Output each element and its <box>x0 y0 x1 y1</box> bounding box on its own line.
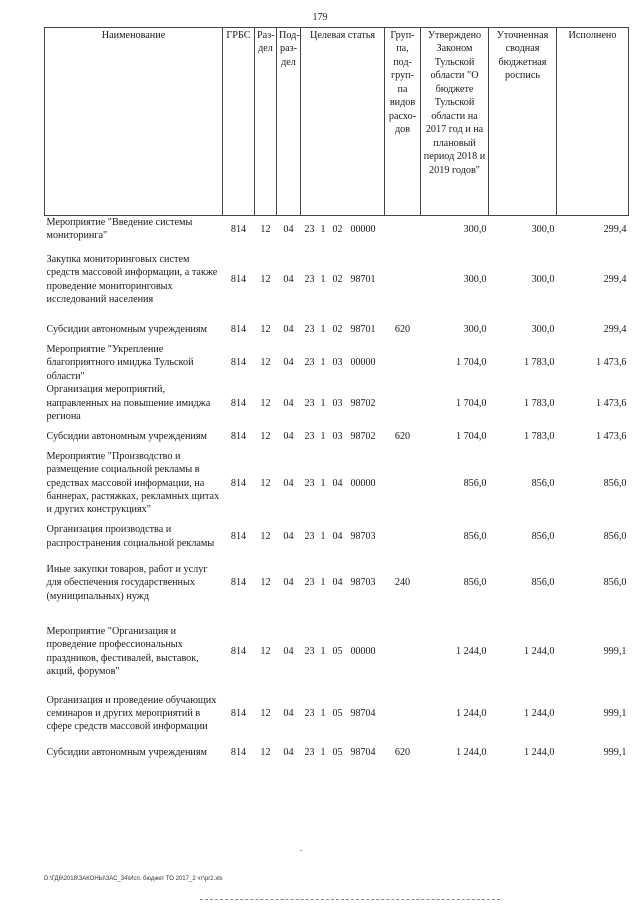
row-podrazdel: 04 <box>283 477 294 489</box>
row-name: Субсидии автономным учреждениям <box>46 746 207 758</box>
row-executed: 1 473,6 <box>595 397 627 409</box>
row-target <box>301 317 385 343</box>
row-refined: 1 244,0 <box>523 746 555 758</box>
target-code-part: 1 <box>320 357 326 369</box>
scan-speck <box>300 850 302 851</box>
target-code-part: 02 <box>332 324 343 336</box>
target-code-part: 98701 <box>350 274 376 286</box>
row-target <box>301 517 385 557</box>
target-code-part: 23 <box>304 431 315 443</box>
row-approved: 300,0 <box>463 324 487 336</box>
row-grbs: 814 <box>230 746 247 758</box>
target-code-part: 1 <box>320 646 326 658</box>
row-podrazdel: 04 <box>283 430 294 442</box>
row-target <box>301 424 385 450</box>
row-refined: 300,0 <box>531 274 555 286</box>
row-refined: 300,0 <box>531 223 555 235</box>
row-name: Организация производства и распространения социальной рекламы <box>46 524 215 549</box>
table-row <box>45 383 629 423</box>
table-row <box>45 317 629 343</box>
row-grbs: 814 <box>230 707 247 719</box>
row-executed: 299,4 <box>603 324 627 336</box>
row-executed: 999,1 <box>603 746 627 758</box>
table-row <box>45 243 629 317</box>
row-executed: 1 473,6 <box>595 357 627 369</box>
row-podrazdel: 04 <box>283 397 294 409</box>
row-podrazdel: 04 <box>283 577 294 589</box>
target-code-part: 03 <box>332 431 343 443</box>
row-executed: 999,1 <box>603 707 627 719</box>
target-code-part: 00000 <box>350 646 376 658</box>
target-code-part: 00000 <box>350 357 376 369</box>
row-name: Мероприятие "Производство и размещение социальной рекламы в средствах массовой информации, на баннерах, растяжках, рекламных щитах и других конструкциях" <box>46 450 220 516</box>
row-refined: 1 783,0 <box>523 430 555 442</box>
row-razdel: 12 <box>260 646 271 658</box>
row-target <box>301 343 385 383</box>
table-row <box>45 216 629 243</box>
row-name: Субсидии автономным учреждениям <box>46 324 207 336</box>
row-name: Иные закупки товаров, работ и услуг для обеспечения государственных (муниципальных) нужд <box>46 563 208 602</box>
table-row <box>45 450 629 517</box>
table-row <box>45 557 629 609</box>
row-group: 620 <box>394 430 411 442</box>
row-executed: 299,4 <box>603 274 627 286</box>
row-podrazdel: 04 <box>283 324 294 336</box>
row-spacer <box>45 609 629 625</box>
row-refined: 856,0 <box>531 577 555 589</box>
row-refined: 856,0 <box>531 477 555 489</box>
row-approved: 1 704,0 <box>455 397 487 409</box>
footer-file-path: D:\ГД6\2018\ЗАКОНЫ\ЗАС_34\Исп. бюджет ТО 2017_2 чт\pr2.xls <box>44 876 223 882</box>
target-code-part: 04 <box>332 477 343 489</box>
row-target <box>301 243 385 317</box>
row-target <box>301 689 385 739</box>
row-razdel: 12 <box>260 430 271 442</box>
row-group <box>385 450 421 517</box>
row-grbs: 814 <box>230 430 247 442</box>
row-group <box>385 517 421 557</box>
target-code-part: 23 <box>304 646 315 658</box>
target-code-part: 23 <box>304 531 315 543</box>
row-razdel: 12 <box>260 397 271 409</box>
row-group <box>385 689 421 739</box>
header-approved: Утверждено Законом Тульской области "О бюджете Тульской области на 2017 год и на плановый период 2018 и 2019 годов" <box>421 28 489 216</box>
row-name: Мероприятие "Укрепление благоприятного имиджа Тульской области" <box>46 343 194 382</box>
header-name: Наименование <box>45 28 223 216</box>
target-code-part: 00000 <box>350 223 376 235</box>
row-refined: 1 244,0 <box>523 707 555 719</box>
table-row <box>45 517 629 557</box>
row-grbs: 814 <box>230 531 247 543</box>
row-podrazdel: 04 <box>283 274 294 286</box>
table-row <box>45 625 629 679</box>
row-refined: 1 244,0 <box>523 646 555 658</box>
row-group: 240 <box>394 577 411 589</box>
row-razdel: 12 <box>260 357 271 369</box>
row-executed: 1 473,6 <box>595 430 627 442</box>
row-executed: 856,0 <box>603 577 627 589</box>
table-row <box>45 739 629 767</box>
header-podrazdel: Под-раз-дел <box>277 28 301 216</box>
spacer-cell <box>45 679 629 689</box>
target-code-part: 03 <box>332 397 343 409</box>
target-code-part: 1 <box>320 324 326 336</box>
row-approved: 856,0 <box>463 477 487 489</box>
row-approved: 1 244,0 <box>455 646 487 658</box>
row-executed: 999,1 <box>603 646 627 658</box>
row-grbs: 814 <box>230 274 247 286</box>
row-approved: 300,0 <box>463 274 487 286</box>
row-grbs: 814 <box>230 577 247 589</box>
target-code-part: 98703 <box>350 531 376 543</box>
row-grbs: 814 <box>230 223 247 235</box>
target-code-part: 23 <box>304 274 315 286</box>
row-target <box>301 625 385 679</box>
row-approved: 856,0 <box>463 577 487 589</box>
target-code-part: 1 <box>320 477 326 489</box>
budget-table <box>44 27 629 767</box>
row-approved: 856,0 <box>463 531 487 543</box>
target-code-part: 23 <box>304 708 315 720</box>
row-group: 620 <box>394 746 411 758</box>
target-code-part: 00000 <box>350 477 376 489</box>
row-approved: 1 244,0 <box>455 707 487 719</box>
header-group: Груп-па, под-груп-па видов расхо-дов <box>385 28 421 216</box>
row-razdel: 12 <box>260 223 271 235</box>
target-code-part: 02 <box>332 274 343 286</box>
target-code-part: 05 <box>332 708 343 720</box>
row-target <box>301 739 385 767</box>
row-executed: 856,0 <box>603 531 627 543</box>
row-approved: 1 704,0 <box>455 357 487 369</box>
target-code-part: 98701 <box>350 324 376 336</box>
row-name: Мероприятие "Организация и проведение профессиональных праздников, фестивалей, выставок, акций, форумов" <box>46 625 199 678</box>
target-code-part: 98704 <box>350 708 376 720</box>
row-group: 620 <box>394 324 411 336</box>
row-razdel: 12 <box>260 324 271 336</box>
row-target <box>301 383 385 423</box>
target-code-part: 1 <box>320 431 326 443</box>
row-podrazdel: 04 <box>283 646 294 658</box>
bottom-edge-line <box>200 899 500 901</box>
table-row <box>45 424 629 450</box>
row-refined: 856,0 <box>531 531 555 543</box>
target-code-part: 05 <box>332 646 343 658</box>
row-podrazdel: 04 <box>283 223 294 235</box>
row-razdel: 12 <box>260 531 271 543</box>
target-code-part: 1 <box>320 531 326 543</box>
row-name: Организация мероприятий, направленных на повышение имиджа региона <box>46 384 211 423</box>
row-target <box>301 450 385 517</box>
row-target <box>301 216 385 243</box>
row-name: Субсидии автономным учреждениям <box>46 430 207 442</box>
row-name: Закупка мониторинговых систем средств массовой информации, а также проведение мониторинговых исследований населения <box>46 254 218 306</box>
row-podrazdel: 04 <box>283 531 294 543</box>
row-grbs: 814 <box>230 646 247 658</box>
target-code-part: 23 <box>304 357 315 369</box>
target-code-part: 04 <box>332 531 343 543</box>
row-executed: 299,4 <box>603 223 627 235</box>
row-refined: 1 783,0 <box>523 397 555 409</box>
target-code-part: 23 <box>304 577 315 589</box>
row-spacer <box>45 679 629 689</box>
row-approved: 300,0 <box>463 223 487 235</box>
row-group <box>385 343 421 383</box>
row-grbs: 814 <box>230 477 247 489</box>
header-grbs: ГРБС <box>223 28 255 216</box>
row-target <box>301 557 385 609</box>
row-razdel: 12 <box>260 577 271 589</box>
spacer-cell <box>45 609 629 625</box>
target-code-part: 1 <box>320 274 326 286</box>
target-code-part: 05 <box>332 747 343 759</box>
header-executed: Исполнено <box>557 28 629 216</box>
row-name: Мероприятие "Введение системы мониторинга" <box>46 217 193 242</box>
row-razdel: 12 <box>260 477 271 489</box>
row-refined: 1 783,0 <box>523 357 555 369</box>
target-code-part: 1 <box>320 577 326 589</box>
row-razdel: 12 <box>260 274 271 286</box>
target-code-part: 03 <box>332 357 343 369</box>
row-grbs: 814 <box>230 324 247 336</box>
row-group <box>385 383 421 423</box>
row-podrazdel: 04 <box>283 746 294 758</box>
row-executed: 856,0 <box>603 477 627 489</box>
target-code-part: 1 <box>320 397 326 409</box>
header-razdel: Раз-дел <box>255 28 277 216</box>
target-code-part: 1 <box>320 223 326 235</box>
row-approved: 1 244,0 <box>455 746 487 758</box>
table-row <box>45 343 629 383</box>
target-code-part: 23 <box>304 477 315 489</box>
row-podrazdel: 04 <box>283 357 294 369</box>
row-razdel: 12 <box>260 707 271 719</box>
page-number: 179 <box>312 12 328 23</box>
target-code-part: 98702 <box>350 397 376 409</box>
row-approved: 1 704,0 <box>455 430 487 442</box>
target-code-part: 23 <box>304 397 315 409</box>
table-row <box>45 689 629 739</box>
table-header <box>45 28 629 216</box>
target-code-part: 23 <box>304 223 315 235</box>
target-code-part: 1 <box>320 708 326 720</box>
target-code-part: 04 <box>332 577 343 589</box>
row-podrazdel: 04 <box>283 707 294 719</box>
row-razdel: 12 <box>260 746 271 758</box>
row-group <box>385 625 421 679</box>
target-code-part: 23 <box>304 747 315 759</box>
row-grbs: 814 <box>230 397 247 409</box>
target-code-part: 02 <box>332 223 343 235</box>
header-refined: Уточненная сводная бюджетная роспись <box>489 28 557 216</box>
row-group <box>385 243 421 317</box>
row-name: Организация и проведение обучающих семинаров и других мероприятий в сфере средств массовой информации <box>46 694 217 733</box>
target-code-part: 1 <box>320 747 326 759</box>
row-grbs: 814 <box>230 357 247 369</box>
target-code-part: 98704 <box>350 747 376 759</box>
target-code-part: 23 <box>304 324 315 336</box>
target-code-part: 98703 <box>350 577 376 589</box>
header-target: Целевая статья <box>301 28 385 216</box>
row-group <box>385 216 421 243</box>
row-refined: 300,0 <box>531 324 555 336</box>
target-code-part: 98702 <box>350 431 376 443</box>
